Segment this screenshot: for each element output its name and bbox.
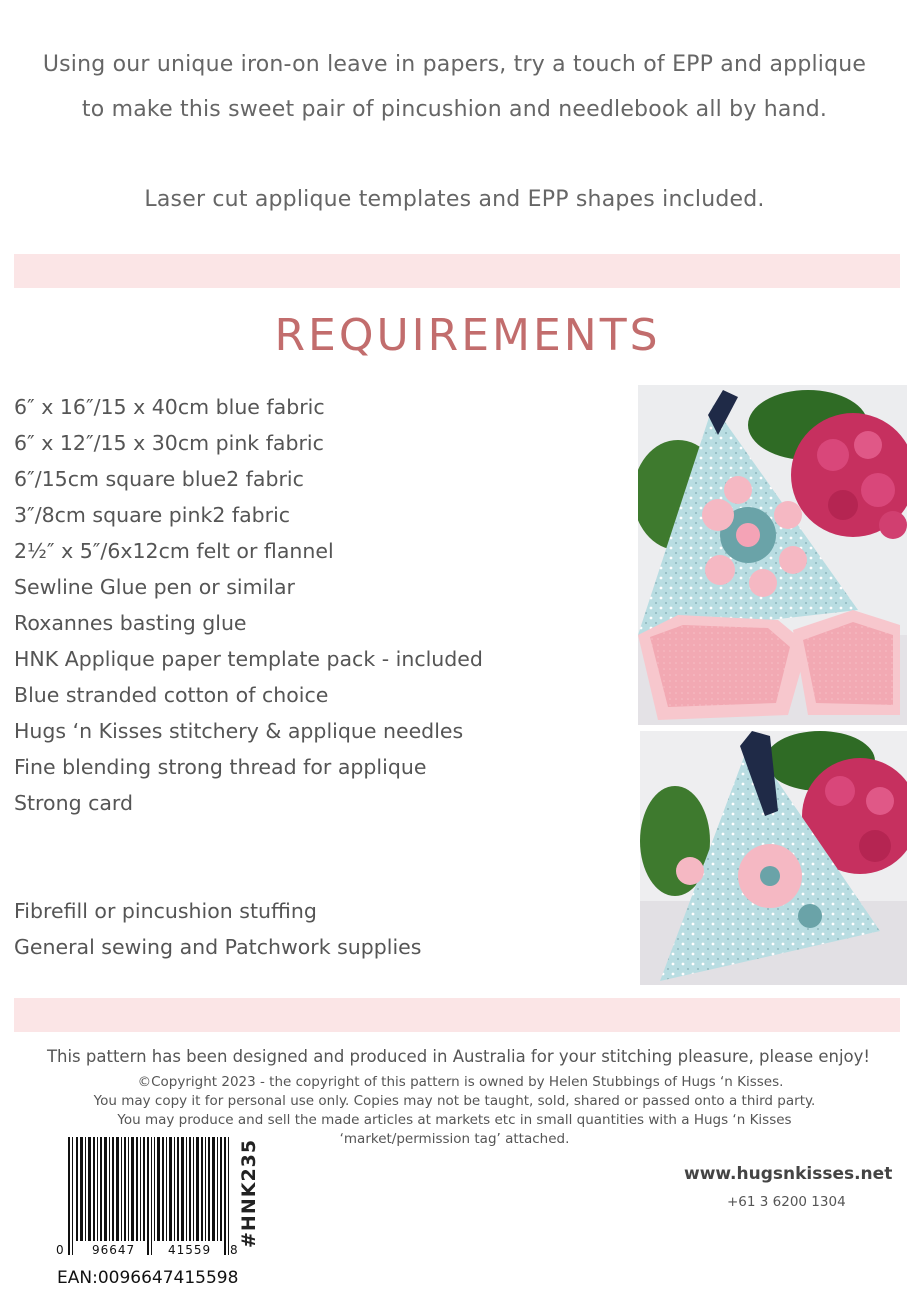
requirement-item: 6″/15cm square blue2 fabric: [14, 467, 304, 491]
divider-band-top: [14, 254, 900, 288]
product-photo-pincushion: [640, 731, 907, 985]
requirements-heading: REQUIREMENTS: [274, 310, 661, 361]
phone-number: +61 3 6200 1304: [727, 1194, 846, 1210]
copyright-line-1: ©Copyright 2023 - the copyright of this pattern is owned by Helen Stubbings of Hugs ‘n Kisses.: [137, 1074, 784, 1090]
barcode-group-1: 96647: [92, 1243, 136, 1257]
copyright-line-4: ‘market/permission tag’ attached.: [339, 1131, 570, 1147]
requirement-item: Fine blending strong thread for applique: [14, 755, 427, 779]
intro-line-3: Laser cut applique templates and EPP shapes included.: [144, 187, 765, 212]
requirement-item: Roxannes basting glue: [14, 611, 247, 635]
barcode-digit-last: 8: [230, 1243, 238, 1257]
requirement-item: HNK Applique paper template pack - included: [14, 647, 483, 671]
pattern-code: #HNK235: [238, 1138, 260, 1248]
requirement-item: General sewing and Patchwork supplies: [14, 935, 422, 959]
requirement-item: Strong card: [14, 791, 134, 815]
requirement-item: 2½″ x 5″/6x12cm felt or flannel: [14, 539, 334, 563]
ean-number: EAN:0096647415598: [57, 1268, 239, 1288]
barcode-group-2: 41559: [168, 1243, 212, 1257]
product-photo-pincushion-needlebook: [638, 385, 907, 725]
requirement-item: Fibrefill or pincushion stuffing: [14, 899, 317, 923]
copyright-line-3: You may produce and sell the made articles at markets etc in small quantities with a Hugs ‘n Kisses: [117, 1112, 792, 1128]
website-link[interactable]: www.hugsnkisses.net: [684, 1164, 893, 1184]
intro-line-2: to make this sweet pair of pincushion and needlebook all by hand.: [81, 97, 828, 122]
requirement-item: Blue stranded cotton of choice: [14, 683, 329, 707]
requirement-item: 6″ x 16″/15 x 40cm blue fabric: [14, 395, 325, 419]
divider-band-bottom: [14, 998, 900, 1032]
barcode-digit-first: 0: [56, 1243, 64, 1257]
intro-line-1: Using our unique iron-on leave in papers, try a touch of EPP and applique: [42, 52, 867, 77]
copyright-line-2: You may copy it for personal use only. Copies may not be taught, sold, shared or passed onto a third party.: [93, 1093, 816, 1109]
requirement-item: Hugs ‘n Kisses stitchery & applique needles: [14, 719, 464, 743]
footer-tagline: This pattern has been designed and produced in Australia for your stitching pleasure, please enjoy!: [46, 1047, 871, 1066]
barcode: [54, 1135, 244, 1265]
requirement-item: Sewline Glue pen or similar: [14, 575, 295, 599]
requirement-item: 3″/8cm square pink2 fabric: [14, 503, 291, 527]
requirement-item: 6″ x 12″/15 x 30cm pink fabric: [14, 431, 324, 455]
